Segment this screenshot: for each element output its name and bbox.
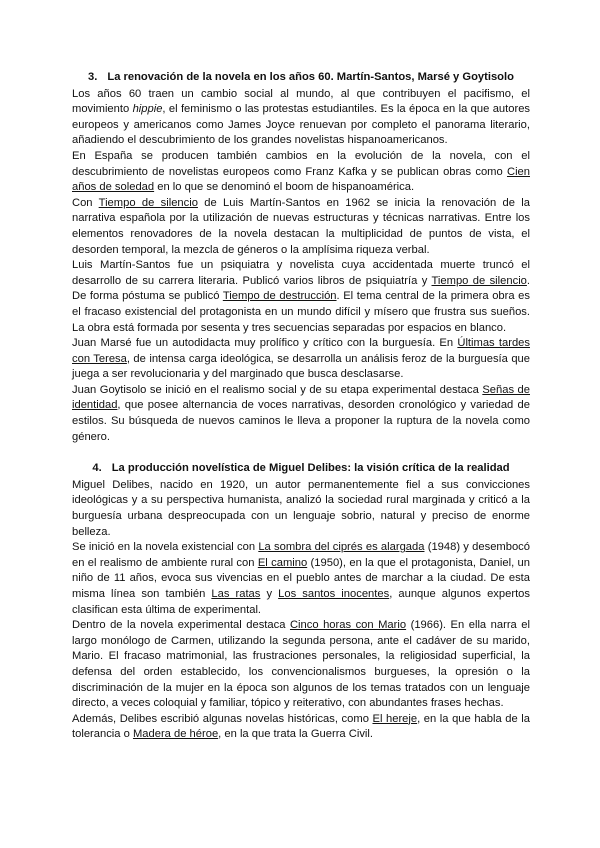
section-3-heading: 3. La renovación de la novela en los años 60. Martín-Santos, Marsé y Goytisolo <box>88 71 514 83</box>
paragraph: En España se producen también cambios en la evolución de la novela, con el descubrimiento de novelistas europeos como Franz Kafka y se publican obras como Cien años de soledad en lo que se denominó el boom de hispanoamérica. <box>72 149 530 194</box>
book-title: Tiempo de silencio <box>431 274 527 287</box>
book-title: Las ratas <box>211 588 261 600</box>
book-title: Tiempo de destrucción <box>222 290 337 303</box>
book-title: Madera de héroe <box>132 728 219 741</box>
book-title: Señas de identidad <box>72 383 530 412</box>
book-title: Últimas tardes con Teresa <box>72 337 530 365</box>
document-page <box>72 70 530 743</box>
book-title: Los santos inocentes <box>278 588 390 600</box>
paragraph: Luis Martín-Santos fue un psiquiatra y novelista cuya accidentada muerte truncó el desarrollo de su carrera literaria. Publicó varios libros de psiquiatría y Tiempo de silencio. De forma póstuma se publicó Tiempo de destrucción. El tema central de la primera obra es el fracaso existencial del protagonista en un mundo difícil y mísero que frustra sus sueños. La obra está formada por sesenta y tres secuencias separadas por espacios en blanco. <box>72 259 531 334</box>
paragraph: Juan Marsé fue un autodidacta muy prolífico y crítico con la burguesía. En Últimas tardes con Teresa, de intensa carga ideológica, se desarrolla un análisis feroz de la burguesía que juega a ser revolucionaria y del marginado que busca desclasarse. <box>72 337 530 381</box>
paragraph: Los años 60 traen un cambio social al mundo, al que contribuyen el pacifismo, el movimiento hippie, el feminismo o las protestas estudiantiles. Es la época en la que autores europeos y americanos como James Joyce renuevan por completo el panorama literario, añadiendo el descubrimiento de los grandes novelistas hispanoamericanos. <box>72 87 531 147</box>
paragraph: Juan Goytisolo se inició en el realismo social y de su etapa experimental destaca Señas de identidad, que posee alternancia de voces narrativas, desorden cronológico y variedad de estilos. Su búsqueda de nuevos caminos le lleva a proponer la ruptura de la novela como género. <box>72 383 530 443</box>
book-title: La sombra del ciprés es alargada <box>258 541 425 554</box>
book-title: Cien años de soledad <box>72 165 530 194</box>
book-title: El hereje <box>372 712 418 725</box>
paragraph: Además, Delibes escribió algunas novelas históricas, como El hereje, en la que habla de la tolerancia o Madera de héroe, en la que trata la Guerra Civil. <box>72 712 530 741</box>
book-title: Tiempo de silencio <box>98 196 198 209</box>
book-title: Cinco horas con Mario <box>289 619 407 632</box>
section-gap <box>72 445 530 461</box>
paragraph: Dentro de la novela experimental destaca Cinco horas con Mario (1966). En ella narra el largo monólogo de Carmen, utilizando la segunda persona, ante el cadáver de su marido, Mario. El fracaso matrimonial, las frustraciones personales, la religiosidad superficial, la defensa del orden establecido, los convencionalismos burgueses, la opresión o la discriminación de la mujer en la época son algunos de los temas tratados con un lenguaje directo, a veces coloquial y familiar, tópico y reiterativo, con abundantes frases hechas. <box>72 619 530 710</box>
book-title: El camino <box>257 556 308 569</box>
paragraph: Con Tiempo de silencio de Luis Martín-Santos en 1962 se inicia la renovación de la narrativa española por la utilización de nuevas estructuras y técnicas narrativas. Entre los elementos renovadores de la novela destacan la multiplicidad de puntos de vista, el desorden temporal, la mezcla de géneros o la amplísima riqueza verbal. <box>72 196 530 256</box>
paragraph: Miguel Delibes, nacido en 1920, un autor permanentemente fiel a sus convicciones ideológicas y a su perspectiva humanista, analizó la sociedad rural marginada y criticó a la burguesía urbana despreocupada con un lenguaje sobrio, natural y preciso de enorme belleza. <box>72 478 530 538</box>
section-4-heading: 4. La producción novelística de Miguel Delibes: la visión crítica de la realidad <box>92 462 510 475</box>
paragraph: Se inició en la novela existencial con La sombra del ciprés es alargada (1948) y desembocó en el realismo de ambiente rural con El camino (1950), en la que el protagonista, Daniel, un niño de 11 años, evoca sus vivencias en el pueblo antes de marchar a la ciudad. De esta misma línea son también Las ratas y Los santos inocentes, aunque algunos expertos clasifican esta última de experimental. <box>72 541 530 616</box>
